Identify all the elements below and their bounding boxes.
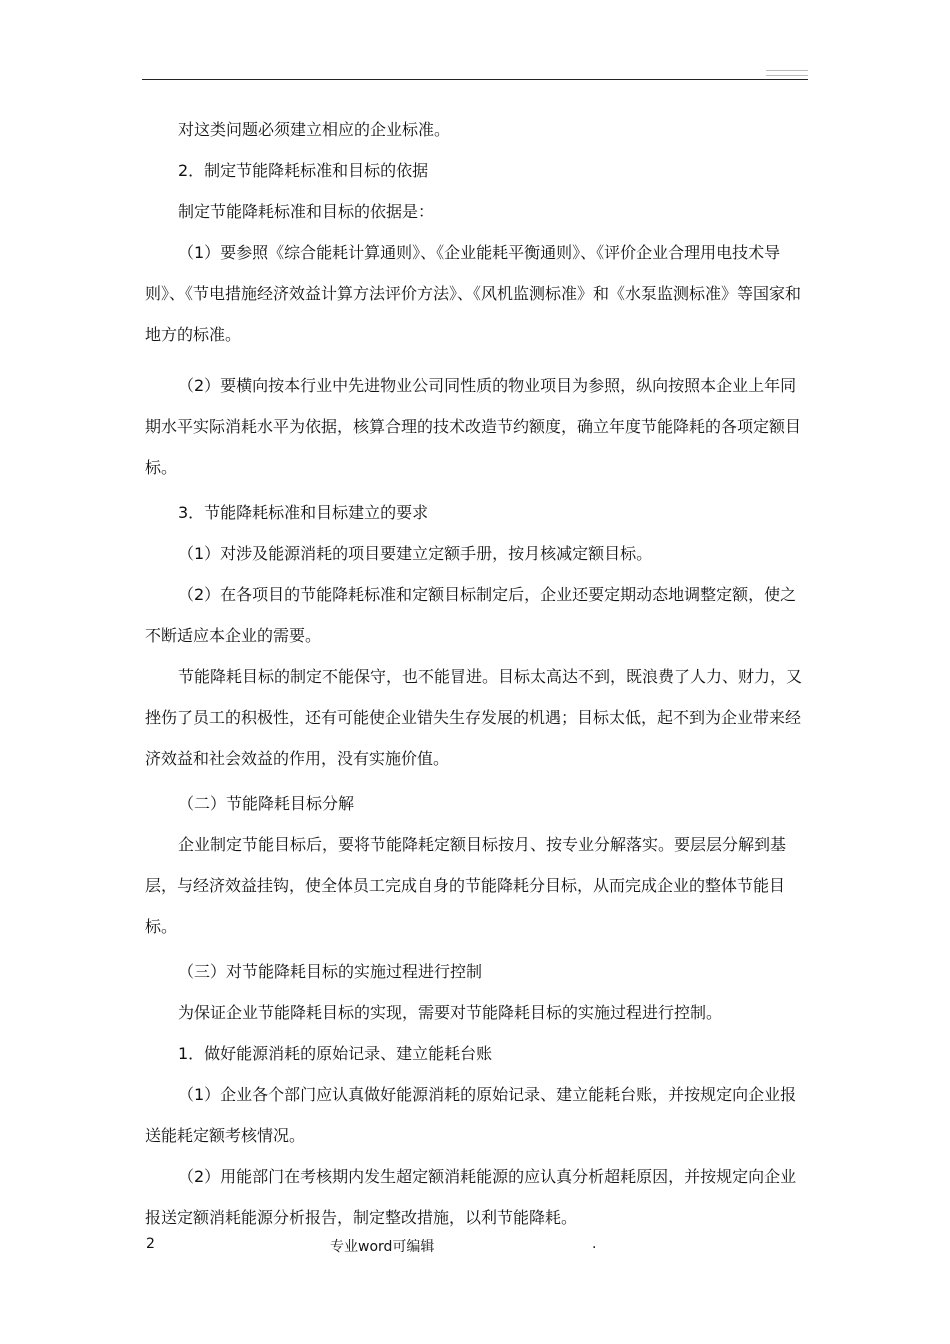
paragraph: 对这类问题必须建立相应的企业标准。 bbox=[178, 120, 451, 139]
section-heading: （三）对节能降耗目标的实施过程进行控制 bbox=[178, 962, 483, 981]
paragraph: （1）要参照《综合能耗计算通则》、《企业能耗平衡通则》、《评价企业合理用电技术导则》、《节电措施经济效益计算方法评价方法》、《风机监测标准》和《水泵监测标准》等国家和地方的标准。 bbox=[145, 243, 802, 344]
footer-dot: . bbox=[592, 1236, 597, 1252]
section-heading: （二）节能降耗目标分解 bbox=[178, 794, 355, 813]
paragraph: 节能降耗目标的制定不能保守，也不能冒进。目标太高达不到，既浪费了人力、财力，又挫伤了员工的积极性，还有可能使企业错失生存发展的机遇；目标太低，起不到为企业带来经济效益和社会效益的作用，没有实施价值。 bbox=[145, 667, 803, 768]
paragraph: 制定节能降耗标准和目标的依据是： bbox=[178, 202, 435, 221]
header-rule bbox=[142, 79, 808, 80]
paragraph: 为保证企业节能降耗目标的实现，需要对节能降耗目标的实施过程进行控制。 bbox=[178, 1003, 723, 1022]
paragraph: （1）对涉及能源消耗的项目要建立定额手册，按月核减定额目标。 bbox=[178, 544, 653, 563]
page-number: 2 bbox=[146, 1236, 155, 1252]
paragraph: （2）在各项目的节能降耗标准和定额目标制定后，企业还要定期动态地调整定额，使之不断适应本企业的需要。 bbox=[145, 585, 797, 645]
paragraph: （2）用能部门在考核期内发生超定额消耗能源的应认真分析超耗原因，并按规定向企业报送定额消耗能源分析报告，制定整改措施，以利节能降耗。 bbox=[145, 1167, 797, 1227]
paragraph: 企业制定节能目标后，要将节能降耗定额目标按月、按专业分解落实。要层层分解到基层，与经济效益挂钩，使全体员工完成自身的节能降耗分目标，从而完成企业的整体节能目标。 bbox=[145, 835, 787, 936]
footer-note: 专业word可编辑 bbox=[330, 1239, 435, 1255]
paragraph: （1）企业各个部门应认真做好能源消耗的原始记录、建立能耗台账，并按规定向企业报送能耗定额考核情况。 bbox=[145, 1085, 797, 1145]
document-body bbox=[145, 119, 808, 1238]
section-heading: 2．制定节能降耗标准和目标的依据 bbox=[178, 161, 429, 180]
paragraph: （2）要横向按本行业中先进物业公司同性质的物业项目为参照，纵向按照本企业上年同期水平实际消耗水平为依据，核算合理的技术改造节约额度，确立年度节能降耗的各项定额目标。 bbox=[145, 376, 802, 477]
page-footer bbox=[0, 1236, 950, 1256]
section-heading: 1．做好能源消耗的原始记录、建立能耗台账 bbox=[178, 1044, 493, 1063]
header-decoration bbox=[766, 70, 808, 76]
section-heading: 3．节能降耗标准和目标建立的要求 bbox=[178, 503, 429, 522]
